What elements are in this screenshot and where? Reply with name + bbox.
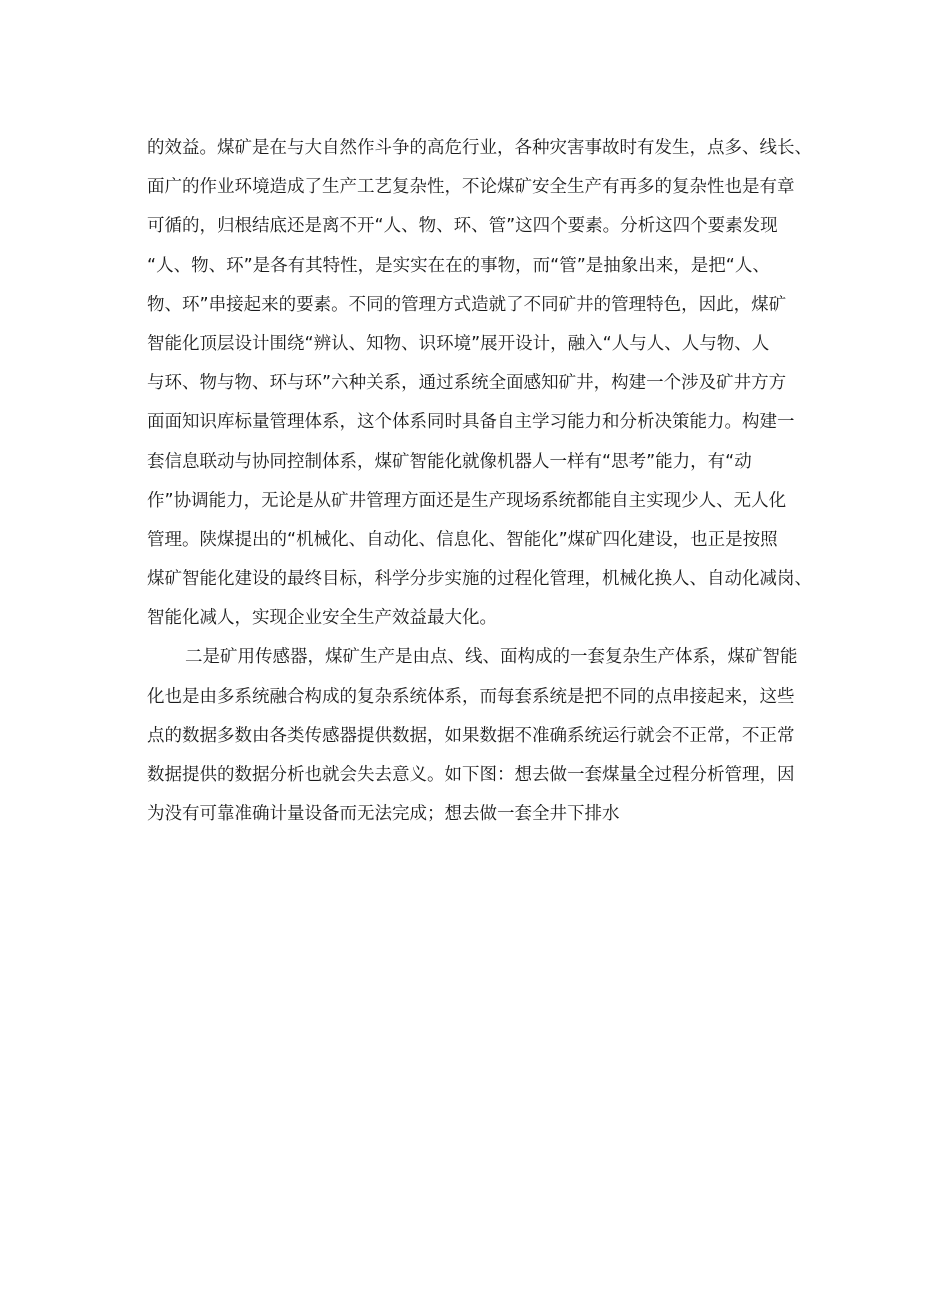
text-line: 与环、物与物、环与环”六种关系，通过系统全面感知矿井，构建一个涉及矿井方方 xyxy=(147,373,787,394)
text-line: “人、物、环”是各有其特性，是实实在在的事物，而“管”是抽象出来，是把“人、 xyxy=(147,255,770,276)
text-line: 二是矿用传感器，煤矿生产是由点、线、面构成的一套复杂生产体系，煤矿智能 xyxy=(185,647,798,668)
text-line: 的效益。煤矿是在与大自然作斗争的高危行业，各种灾害事故时有发生，点多、线长、 xyxy=(147,138,812,158)
text-line: 数据提供的数据分析也就会失去意义。如下图：想去做一套煤量全过程分析管理，因 xyxy=(147,765,795,785)
paragraph-2 xyxy=(147,638,807,834)
text-line: 物、环”串接起来的要素。不同的管理方式造就了不同矿井的管理特色，因此，煤矿 xyxy=(147,294,787,315)
text-line: 为没有可靠准确计量设备而无法完成；想去做一套全井下排水 xyxy=(147,804,620,825)
text-line: 化也是由多系统融合构成的复杂系统体系，而每套系统是把不同的点串接起来，这些 xyxy=(147,686,795,707)
text-line: 智能化顶层设计围绕“辨认、知物、识环境”展开设计，融入“人与人、人与物、人 xyxy=(147,333,770,354)
paragraph-1 xyxy=(147,129,812,638)
text-line: 作”协调能力，无论是从矿井管理方面还是生产现场系统都能自主实现少人、无人化 xyxy=(147,490,787,511)
text-line: 点的数据多数由各类传感器提供数据，如果数据不准确系统运行就会不正常，不正常 xyxy=(147,725,795,746)
text-line: 智能化减人，实现企业安全生产效益最大化。 xyxy=(147,608,497,629)
text-line: 可循的，归根结底还是离不开“人、物、环、管”这四个要素。分析这四个要素发现 xyxy=(147,216,778,237)
text-line: 套信息联动与协同控制体系，煤矿智能化就像机器人一样有“思考”能力，有“动 xyxy=(147,451,752,472)
text-line: 煤矿智能化建设的最终目标，科学分步实施的过程化管理，机械化换人、自动化减岗、 xyxy=(147,569,812,590)
text-line: 面面知识库标量管理体系，这个体系同时具备自主学习能力和分析决策能力。构建一 xyxy=(147,412,795,433)
text-line: 管理。陕煤提出的“机械化、自动化、信息化、智能化”煤矿四化建设，也正是按照 xyxy=(147,529,778,550)
text-line: 面广的作业环境造成了生产工艺复杂性，不论煤矿安全生产有再多的复杂性也是有章 xyxy=(147,177,795,198)
body-text xyxy=(147,129,812,834)
